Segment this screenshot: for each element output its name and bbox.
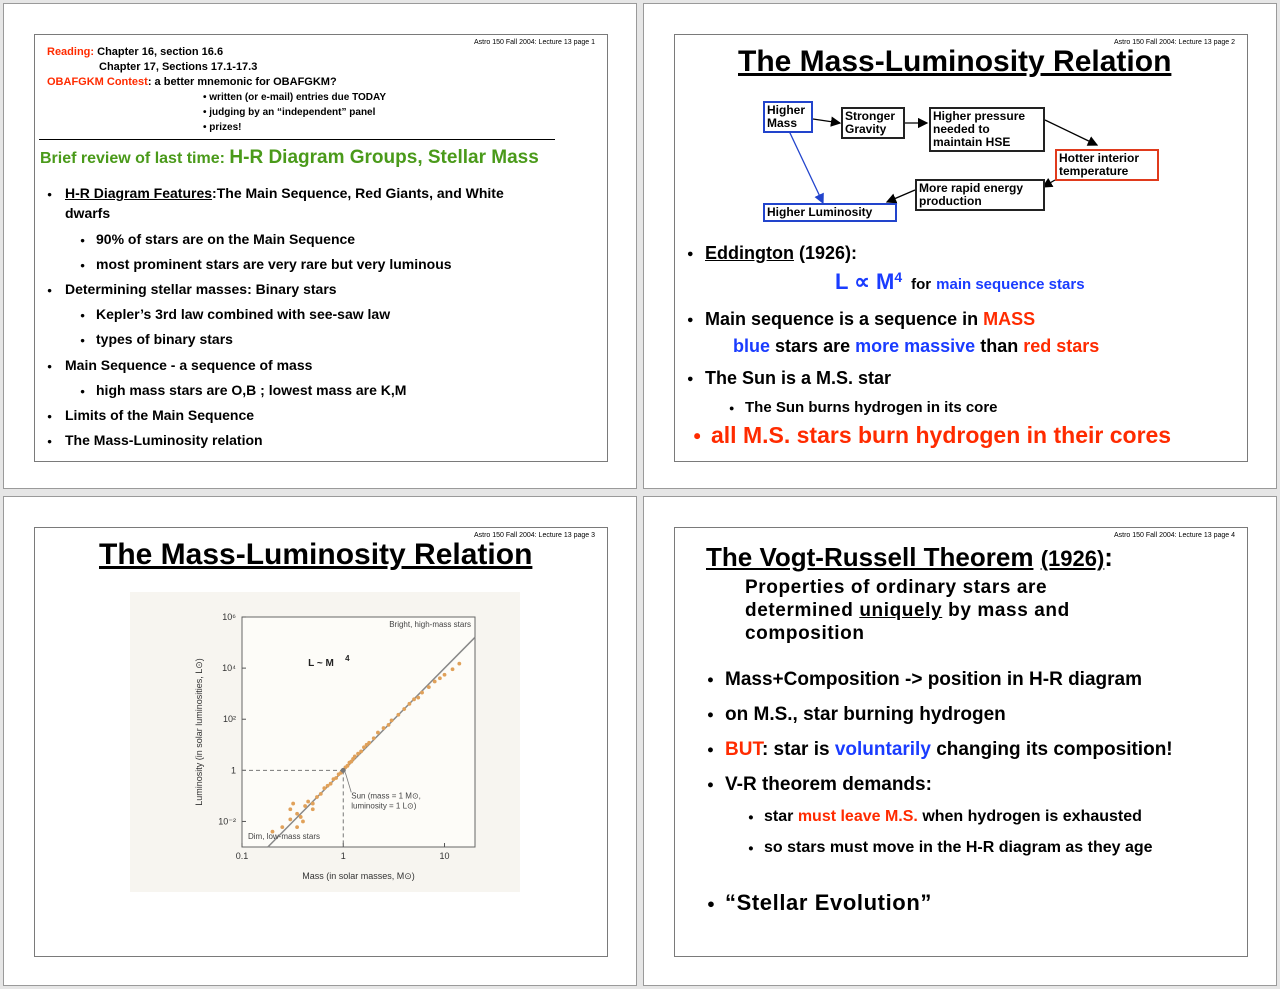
divider [39, 139, 555, 140]
contest-item: • judging by an “independent” panel [203, 107, 376, 118]
bullet-text: Main sequence is a sequence in [705, 309, 979, 329]
box-text: Higher [767, 103, 806, 117]
data-point [356, 752, 360, 756]
mass-luminosity-chart [130, 592, 520, 892]
but-word: BUT [725, 739, 762, 760]
box-text: production [919, 194, 982, 208]
box-text: Gravity [845, 122, 887, 136]
data-point [288, 807, 292, 811]
data-point [390, 718, 394, 722]
data-point [416, 696, 420, 700]
annotation-dim: Dim, low-mass stars [248, 832, 321, 841]
line-text: stars are [775, 336, 851, 356]
box-text: temperature [1059, 164, 1129, 178]
bullet-all-ms: ● all M.S. stars burn hydrogen in their cores [711, 422, 1171, 449]
statement-text: determined [745, 600, 854, 621]
data-point [420, 691, 424, 695]
statement-line: composition [745, 623, 865, 644]
page-cell-2 [643, 3, 1277, 489]
slide-title: The Mass-Luminosity Relation [99, 538, 533, 571]
data-point [396, 713, 400, 717]
slide-2 [674, 34, 1248, 462]
box-higher-luminosity: Higher Luminosity [763, 203, 897, 222]
review-heading [40, 147, 539, 169]
box-higher-pressure [929, 107, 1045, 152]
bullet-text: changing its composition! [936, 739, 1173, 760]
contest-item: • prizes! [203, 122, 242, 133]
more-massive: more massive [855, 336, 976, 356]
box-text: needed to [933, 122, 990, 136]
data-point [291, 802, 295, 806]
must-leave-text: must leave M.S. [797, 808, 918, 825]
title-text: The Vogt-Russell Theorem [706, 542, 1034, 572]
box-text: Higher pressure [933, 109, 1026, 123]
bullet-eddington [705, 243, 857, 264]
formula-exponent: 4 [894, 269, 903, 285]
review-prefix: Brief review of last time: [40, 150, 225, 167]
data-point [303, 804, 307, 808]
data-point [376, 731, 380, 735]
slide-title: The Mass-Luminosity Relation [738, 45, 1172, 78]
mass-word: MASS [983, 309, 1036, 329]
box-energy-production [915, 179, 1045, 211]
bullet-limits: ● Limits of the Main Sequence [65, 407, 254, 423]
fit-label-exponent: 4 [345, 654, 350, 664]
sun-point [341, 768, 346, 773]
page-label: Astro 150 Fall 2004: Lecture 13 page 2 [1113, 39, 1235, 46]
title-year: (1926) [1040, 546, 1105, 571]
box-text: Stronger [845, 109, 896, 123]
slide-4 [674, 527, 1248, 957]
bullet-hr-features [65, 185, 504, 201]
page-cell-4 [643, 496, 1277, 986]
eddington-link: Eddington [705, 243, 794, 263]
page-cell-3 [3, 496, 637, 986]
bullet-text: :The Main Sequence, Red Giants, and White [212, 185, 504, 201]
bullet-stellar-evolution: ● “Stellar Evolution” [725, 890, 932, 916]
data-point [387, 723, 391, 727]
bullet-text-cont: dwarfs [65, 205, 111, 221]
annotation-sun-2: luminosity = 1 L⊙) [351, 801, 417, 811]
bullet-prominent-stars: ● most prominent stars are very rare but very luminous [96, 256, 452, 272]
data-point [295, 812, 299, 816]
box-text: maintain HSE [933, 135, 1011, 149]
page-label: Astro 150 Fall 2004: Lecture 13 page 3 [473, 532, 595, 539]
data-point [402, 707, 406, 711]
bullet-move-hr: ● so stars must move in the H-R diagram as they age [764, 839, 1153, 857]
data-point [280, 825, 284, 829]
mass-luminosity-formula [835, 269, 1085, 295]
page-label: Astro 150 Fall 2004: Lecture 13 page 4 [1113, 532, 1235, 539]
bullet-text: : star is [761, 739, 830, 760]
data-point [322, 786, 326, 790]
data-point [367, 741, 371, 745]
line-text: than [980, 336, 1019, 356]
annotation-sun-1: Sun (mass = 1 M⊙, [351, 791, 421, 801]
bullet-main-seq-90: ● 90% of stars are on the Main Sequence [96, 231, 355, 247]
data-point [319, 792, 323, 796]
bullet-vr-demands: ● V-R theorem demands: [725, 774, 932, 796]
data-point [359, 750, 363, 754]
bullet-high-mass: ● high mass stars are O,B ; lowest mass are K,M [96, 382, 406, 398]
reading-line-2: Chapter 17, Sections 17.1-17.3 [99, 61, 258, 73]
data-point [382, 726, 386, 730]
bullet-stellar-masses: ● Determining stellar masses: Binary stars [65, 281, 337, 297]
data-point [329, 782, 333, 786]
color-mass-line [733, 336, 1099, 357]
box-text: More rapid energy [919, 181, 1024, 195]
formula-for: for [911, 276, 932, 293]
data-point [353, 755, 357, 759]
voluntarily-word: voluntarily [834, 739, 931, 760]
x-tick-label: 10 [439, 851, 450, 861]
data-point [315, 795, 319, 799]
data-point [433, 680, 437, 684]
y-tick-label: 10⁻² [218, 816, 236, 827]
bullet-ms-hydrogen: ● on M.S., star burning hydrogen [725, 704, 1006, 726]
contest-text: : a better mnemonic for OBAFGKM? [147, 76, 337, 88]
x-tick-label: 1 [340, 851, 346, 861]
page-label: Astro 150 Fall 2004: Lecture 13 page 1 [473, 39, 595, 46]
bullet-kepler: ● Kepler’s 3rd law combined with see-saw law [96, 306, 390, 322]
data-point [408, 702, 412, 706]
data-point [311, 802, 315, 806]
red-stars: red stars [1023, 336, 1100, 356]
page-cell-1 [3, 3, 637, 489]
data-point [311, 807, 315, 811]
box-text: Mass [767, 116, 798, 130]
annotation-bright: Bright, high-mass stars [389, 620, 471, 629]
title-colon: : [1104, 542, 1113, 572]
y-tick-label: 1 [230, 765, 236, 776]
data-point [457, 662, 461, 666]
data-point [288, 818, 292, 822]
y-tick-label: 10⁴ [222, 663, 236, 674]
blue-word: blue [733, 336, 771, 356]
y-axis-label: Luminosity (in solar luminosities, L⊙) [194, 658, 204, 806]
slide-title [706, 542, 1113, 573]
data-point [427, 685, 431, 689]
contest-label: OBAFGKM Contest [47, 76, 148, 88]
bullet-mass-luminosity: ● The Mass-Luminosity relation [65, 432, 263, 448]
data-point [306, 800, 310, 804]
formula-ms: main sequence stars [936, 276, 1085, 293]
bullet-sun-ms: ● The Sun is a M.S. star [705, 368, 891, 389]
formula-text: L ∝ M [835, 269, 895, 294]
vr-statement [745, 576, 1070, 645]
eddington-year: (1926): [799, 243, 858, 263]
reading-label: Reading: [47, 46, 95, 58]
bullet-text: star [764, 808, 794, 825]
x-axis-label: Mass (in solar masses, M⊙) [302, 871, 415, 881]
bullet-binary-types: ● types of binary stars [96, 331, 233, 347]
y-tick-label: 10² [222, 714, 236, 725]
bullet-text: when hydrogen is exhausted [922, 808, 1142, 825]
slide-1 [34, 34, 608, 462]
box-stronger-gravity [841, 107, 905, 139]
x-tick-label: 0.1 [235, 851, 249, 861]
data-point [438, 676, 442, 680]
fit-label: L ~ M [308, 658, 334, 670]
box-hotter-interior [1055, 149, 1159, 181]
review-title: H-R Diagram Groups, Stellar Mass [229, 147, 539, 168]
plot-frame [242, 617, 475, 847]
hr-features-link: H-R Diagram Features [65, 185, 213, 201]
bullet-but [725, 739, 1173, 761]
data-point [334, 776, 338, 780]
reading-line-1: Chapter 16, section 16.6 [97, 46, 224, 58]
bullet-mass-composition: ● Mass+Composition -> position in H-R diagram [725, 669, 1142, 691]
statement-line: Properties of ordinary stars are [745, 577, 1048, 598]
slide-3 [34, 527, 608, 957]
bullet-ms-sequence [705, 309, 1035, 330]
data-point [372, 736, 376, 740]
data-point [346, 764, 350, 768]
data-point [301, 820, 305, 824]
data-point [295, 825, 299, 829]
bullet-must-leave [764, 808, 1142, 826]
y-tick-label: 10⁶ [222, 612, 236, 622]
box-text: Hotter interior [1059, 151, 1140, 165]
data-point [451, 667, 455, 671]
bullet-sun-burns: ● The Sun burns hydrogen in its core [745, 399, 998, 416]
data-point [299, 815, 303, 819]
box-higher-mass [763, 101, 813, 133]
statement-text: by mass and [948, 600, 1070, 621]
data-point [443, 673, 447, 677]
data-point [412, 697, 416, 701]
statement-line [745, 599, 1070, 622]
uniquely-word: uniquely [859, 600, 943, 621]
contest-item: • written (or e-mail) entries due TODAY [203, 92, 386, 103]
bullet-sequence-of-mass: ● Main Sequence - a sequence of mass [65, 357, 312, 373]
